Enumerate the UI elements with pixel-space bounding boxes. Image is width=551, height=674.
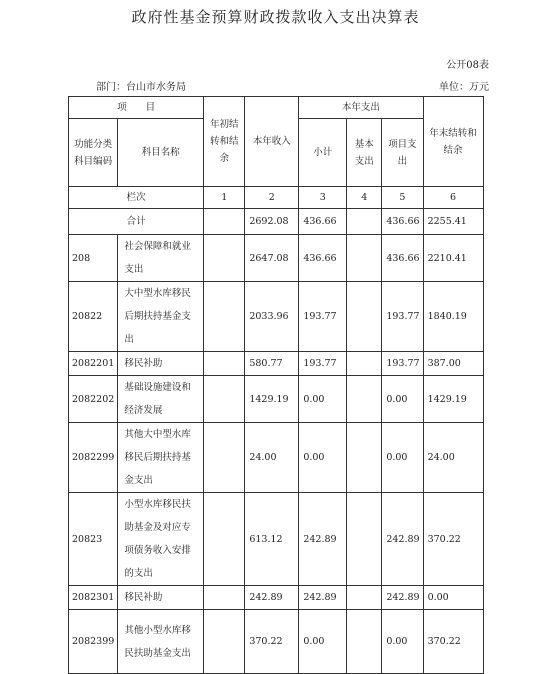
- func-code-cell: 208: [69, 235, 118, 282]
- subtotal-cell: 193.77: [299, 282, 347, 352]
- func-code-cell: 20822: [69, 282, 118, 352]
- total-label: 合计: [69, 209, 204, 235]
- func-code-cell: 2082301: [69, 586, 118, 610]
- total-end: 2255.41: [423, 209, 483, 235]
- project-cell: 0.00: [382, 610, 423, 674]
- income-cell: 580.77: [245, 352, 299, 376]
- income-cell: 613.12: [245, 493, 299, 586]
- total-income: 2692.08: [245, 209, 299, 235]
- unit-label: 单位：万元: [439, 82, 489, 93]
- func-code-cell: 2082202: [69, 376, 118, 423]
- basic-cell: [347, 282, 382, 352]
- subject-name-cell: 其他大中型水库移民后期扶持基金支出: [118, 423, 204, 493]
- header-item: 项 目: [69, 97, 204, 119]
- subtotal-cell: 242.89: [299, 586, 347, 610]
- table-row: [69, 493, 484, 586]
- begin-cell: [204, 586, 245, 610]
- subject-name-cell: 其他小型水库移民扶助基金支出: [118, 610, 204, 674]
- project-cell: 242.89: [382, 586, 423, 610]
- subject-name-cell: 移民补助: [118, 586, 204, 610]
- column-index: 4: [347, 187, 382, 209]
- header-begin-balance: 年初结转和结余: [204, 97, 245, 187]
- table-row: [69, 423, 484, 493]
- func-code-cell: 20823: [69, 493, 118, 586]
- subtotal-cell: 436.66: [299, 235, 347, 282]
- header-project-expense: 项目支出: [382, 119, 423, 187]
- project-cell: 242.89: [382, 493, 423, 586]
- total-project: 436.66: [382, 209, 423, 235]
- report-title: 政府性基金预算财政拨款收入支出决算表: [131, 8, 420, 26]
- header-expense-group: 本年支出: [299, 97, 423, 119]
- end-cell: 2210.41: [423, 235, 483, 282]
- end-cell: 1840.19: [423, 282, 483, 352]
- table-row: [69, 235, 484, 282]
- fund-table: [68, 96, 484, 674]
- basic-cell: [347, 586, 382, 610]
- column-index-label: 栏次: [69, 187, 204, 209]
- income-cell: 2647.08: [245, 235, 299, 282]
- table-row: [69, 610, 484, 674]
- begin-cell: [204, 352, 245, 376]
- header-func-code: 功能分类科目编码: [69, 119, 118, 187]
- subject-name-cell: 移民补助: [118, 352, 204, 376]
- basic-cell: [347, 235, 382, 282]
- column-index: 6: [423, 187, 483, 209]
- income-cell: 2033.96: [245, 282, 299, 352]
- header-subject-name: 科目名称: [118, 119, 204, 187]
- header-subtotal: 小计: [299, 119, 347, 187]
- income-cell: 370.22: [245, 610, 299, 674]
- begin-cell: [204, 493, 245, 586]
- project-cell: 0.00: [382, 423, 423, 493]
- subtotal-cell: 193.77: [299, 352, 347, 376]
- total-begin: [204, 209, 245, 235]
- income-cell: 242.89: [245, 586, 299, 610]
- subject-name-cell: 小型水库移民扶助基金及对应专项债务收入安排的支出: [118, 493, 204, 586]
- begin-cell: [204, 282, 245, 352]
- table-row: [69, 282, 484, 352]
- basic-cell: [347, 610, 382, 674]
- end-cell: 1429.19: [423, 376, 483, 423]
- end-cell: 370.22: [423, 493, 483, 586]
- end-cell: 24.00: [423, 423, 483, 493]
- begin-cell: [204, 235, 245, 282]
- form-number: 公开08表: [446, 60, 489, 71]
- func-code-cell: 2082299: [69, 423, 118, 493]
- total-basic: [347, 209, 382, 235]
- income-cell: 24.00: [245, 423, 299, 493]
- subtotal-cell: 0.00: [299, 423, 347, 493]
- project-cell: 193.77: [382, 352, 423, 376]
- subject-name-cell: 大中型水库移民后期扶持基金支出: [118, 282, 204, 352]
- subtotal-cell: 242.89: [299, 493, 347, 586]
- project-cell: 436.66: [382, 235, 423, 282]
- func-code-cell: 2082399: [69, 610, 118, 674]
- subject-name-cell: 基础设施建设和经济发展: [118, 376, 204, 423]
- subtotal-cell: 0.00: [299, 376, 347, 423]
- header-income: 本年收入: [245, 97, 299, 187]
- begin-cell: [204, 423, 245, 493]
- column-index: 1: [204, 187, 245, 209]
- header-end-balance: 年末结转和结余: [423, 97, 483, 187]
- project-cell: 0.00: [382, 376, 423, 423]
- department-label: 部门：台山市水务局: [96, 82, 186, 93]
- func-code-cell: 2082201: [69, 352, 118, 376]
- basic-cell: [347, 423, 382, 493]
- header-basic-expense: 基本支出: [347, 119, 382, 187]
- income-cell: 1429.19: [245, 376, 299, 423]
- table-row: [69, 376, 484, 423]
- end-cell: 0.00: [423, 586, 483, 610]
- begin-cell: [204, 376, 245, 423]
- total-subtotal: 436.66: [299, 209, 347, 235]
- basic-cell: [347, 493, 382, 586]
- column-index: 5: [382, 187, 423, 209]
- basic-cell: [347, 376, 382, 423]
- project-cell: 193.77: [382, 282, 423, 352]
- subject-name-cell: 社会保障和就业支出: [118, 235, 204, 282]
- begin-cell: [204, 610, 245, 674]
- column-index: 2: [245, 187, 299, 209]
- basic-cell: [347, 352, 382, 376]
- total-row: [69, 209, 484, 235]
- table-row: [69, 352, 484, 376]
- subtotal-cell: 0.00: [299, 610, 347, 674]
- column-index: 3: [299, 187, 347, 209]
- end-cell: 370.22: [423, 610, 483, 674]
- table-row: [69, 586, 484, 610]
- end-cell: 387.00: [423, 352, 483, 376]
